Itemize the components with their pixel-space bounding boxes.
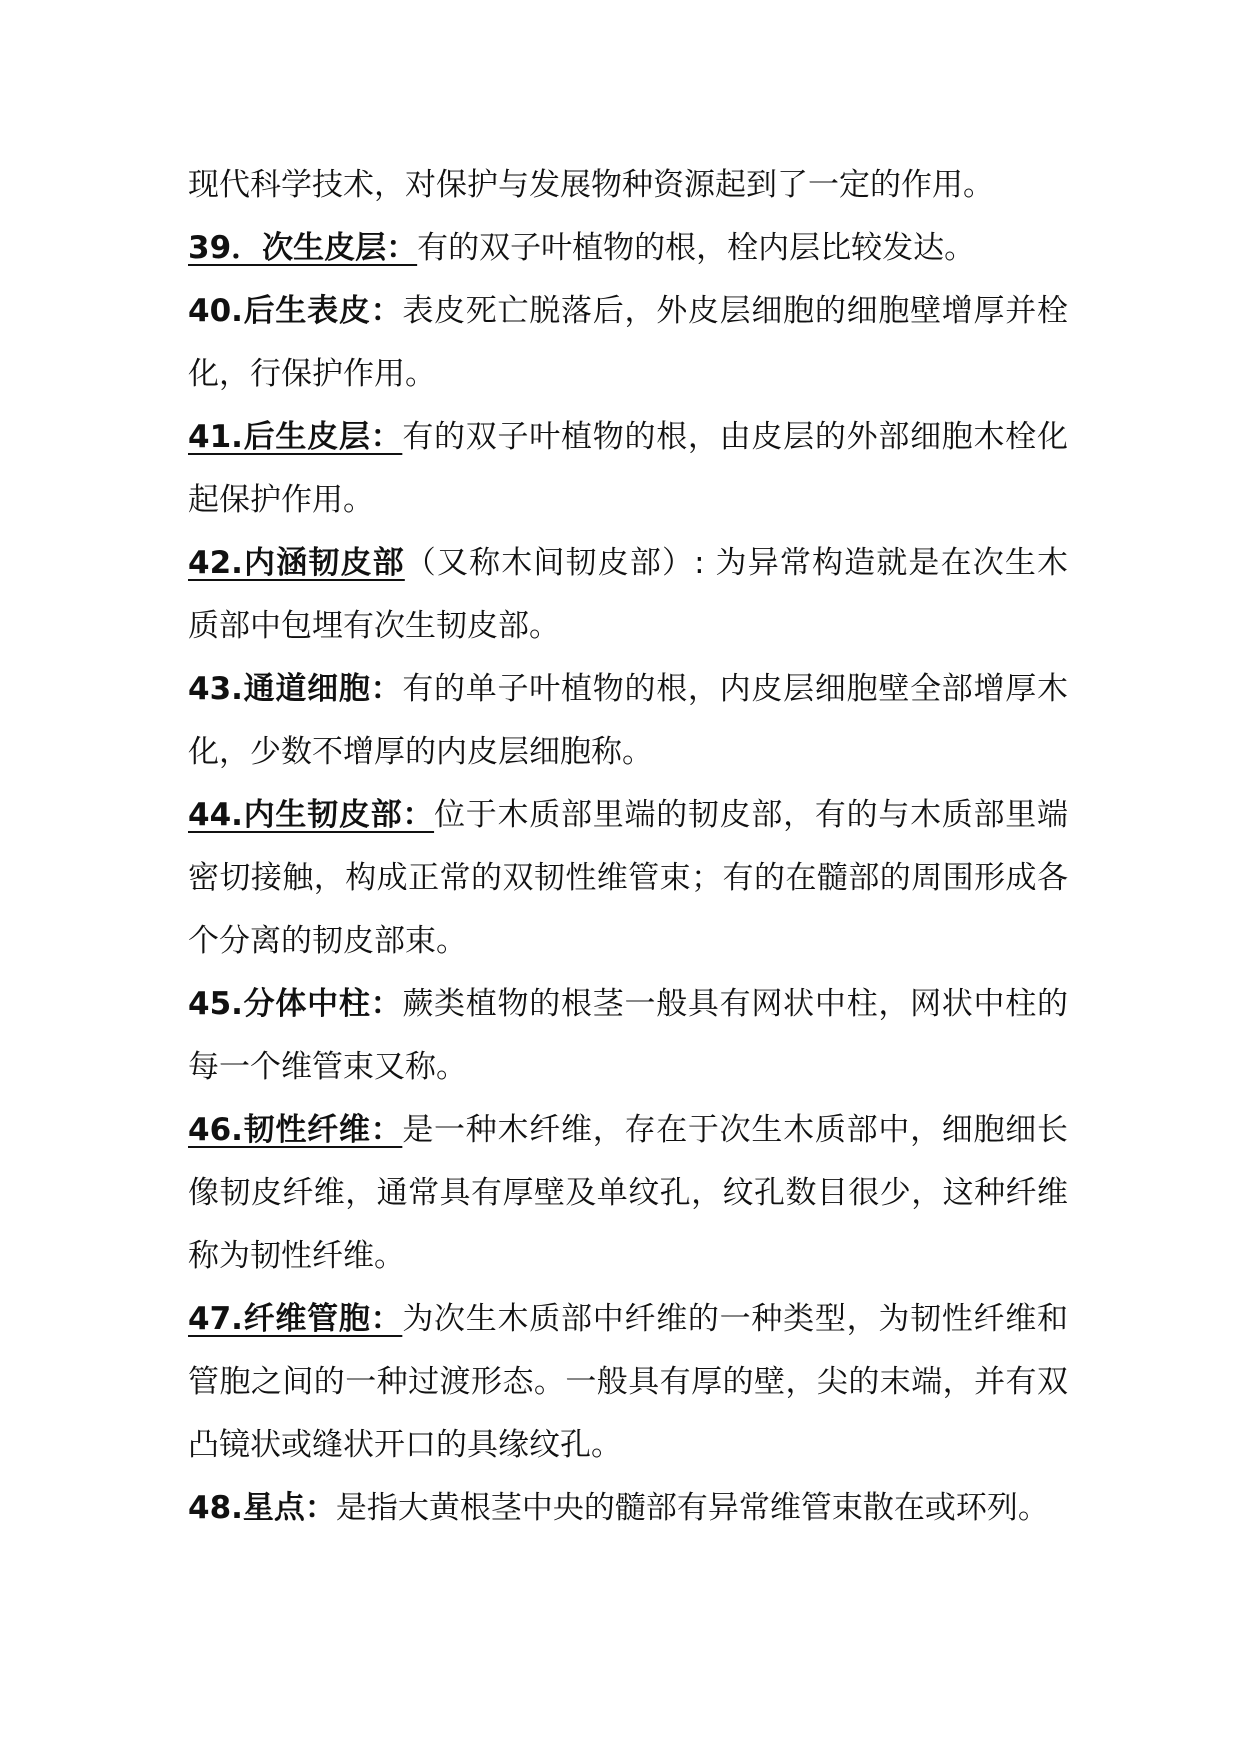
definition-text: （又称木间韧皮部）: 为异常构造就是在次生木质部中包埋有次生韧皮部。	[188, 545, 1069, 644]
definition-paragraph-47	[188, 1288, 1068, 1477]
definition-paragraph-41	[188, 406, 1068, 532]
definition-text: 有的双子叶植物的根，由皮层的外部细胞木栓化起保护作用。	[188, 419, 1069, 518]
definition-paragraph-40	[188, 280, 1068, 406]
definition-paragraph-46	[188, 1099, 1068, 1288]
definition-paragraph-45	[188, 973, 1068, 1099]
term-heading: 48.星点：	[188, 1490, 336, 1526]
definition-paragraph-39	[188, 217, 1068, 280]
definition-text: 有的双子叶植物的根，栓内层比较发达。	[417, 230, 976, 266]
definition-paragraph-43	[188, 658, 1068, 784]
definition-text: 位于木质部里端的韧皮部，有的与木质部里端密切接触，构成正常的双韧性维管束；有的在髓部的周围形成各个分离的韧皮部束。	[188, 797, 1069, 959]
definition-text: 表皮死亡脱落后，外皮层细胞的细胞壁增厚并栓化，行保护作用。	[188, 293, 1069, 392]
document-page	[188, 154, 1068, 1540]
definition-text: 是指大黄根茎中央的髓部有异常维管束散在或环列。	[335, 1490, 1049, 1526]
term-heading: 39．次生皮层：	[188, 230, 418, 266]
term-heading: 41.后生皮层：	[188, 419, 403, 455]
term-heading: 46.韧性纤维：	[188, 1112, 403, 1148]
term-heading: 45.分体中柱：	[188, 986, 403, 1022]
definition-text: 现代科学技术，对保护与发展物种资源起到了一定的作用。	[188, 167, 994, 203]
definition-text: 有的单子叶植物的根，内皮层细胞壁全部增厚木化，少数不增厚的内皮层细胞称。	[188, 671, 1069, 770]
definition-text: 为次生木质部中纤维的一种类型，为韧性纤维和管胞之间的一种过渡形态。一般具有厚的壁，尖的末端，并有双凸镜状或缝状开口的具缘纹孔。	[188, 1301, 1069, 1463]
term-heading: 44.内生韧皮部：	[188, 797, 435, 833]
definition-text: 蕨类植物的根茎一般具有网状中柱，网状中柱的每一个维管束又称。	[188, 986, 1069, 1085]
term-heading: 42.内涵韧皮部	[188, 545, 405, 581]
definition-paragraph-42	[188, 532, 1068, 658]
definition-text: 是一种木纤维，存在于次生木质部中，细胞细长像韧皮纤维，通常具有厚壁及单纹孔，纹孔数目很少，这种纤维称为韧性纤维。	[188, 1112, 1069, 1274]
term-heading: 43.通道细胞：	[188, 671, 403, 707]
definition-paragraph-44	[188, 784, 1068, 973]
term-heading: 47.纤维管胞：	[188, 1301, 403, 1337]
definition-paragraph-48	[188, 1477, 1068, 1540]
term-heading: 40.后生表皮：	[188, 293, 403, 329]
definition-paragraph-continued	[188, 154, 1068, 217]
